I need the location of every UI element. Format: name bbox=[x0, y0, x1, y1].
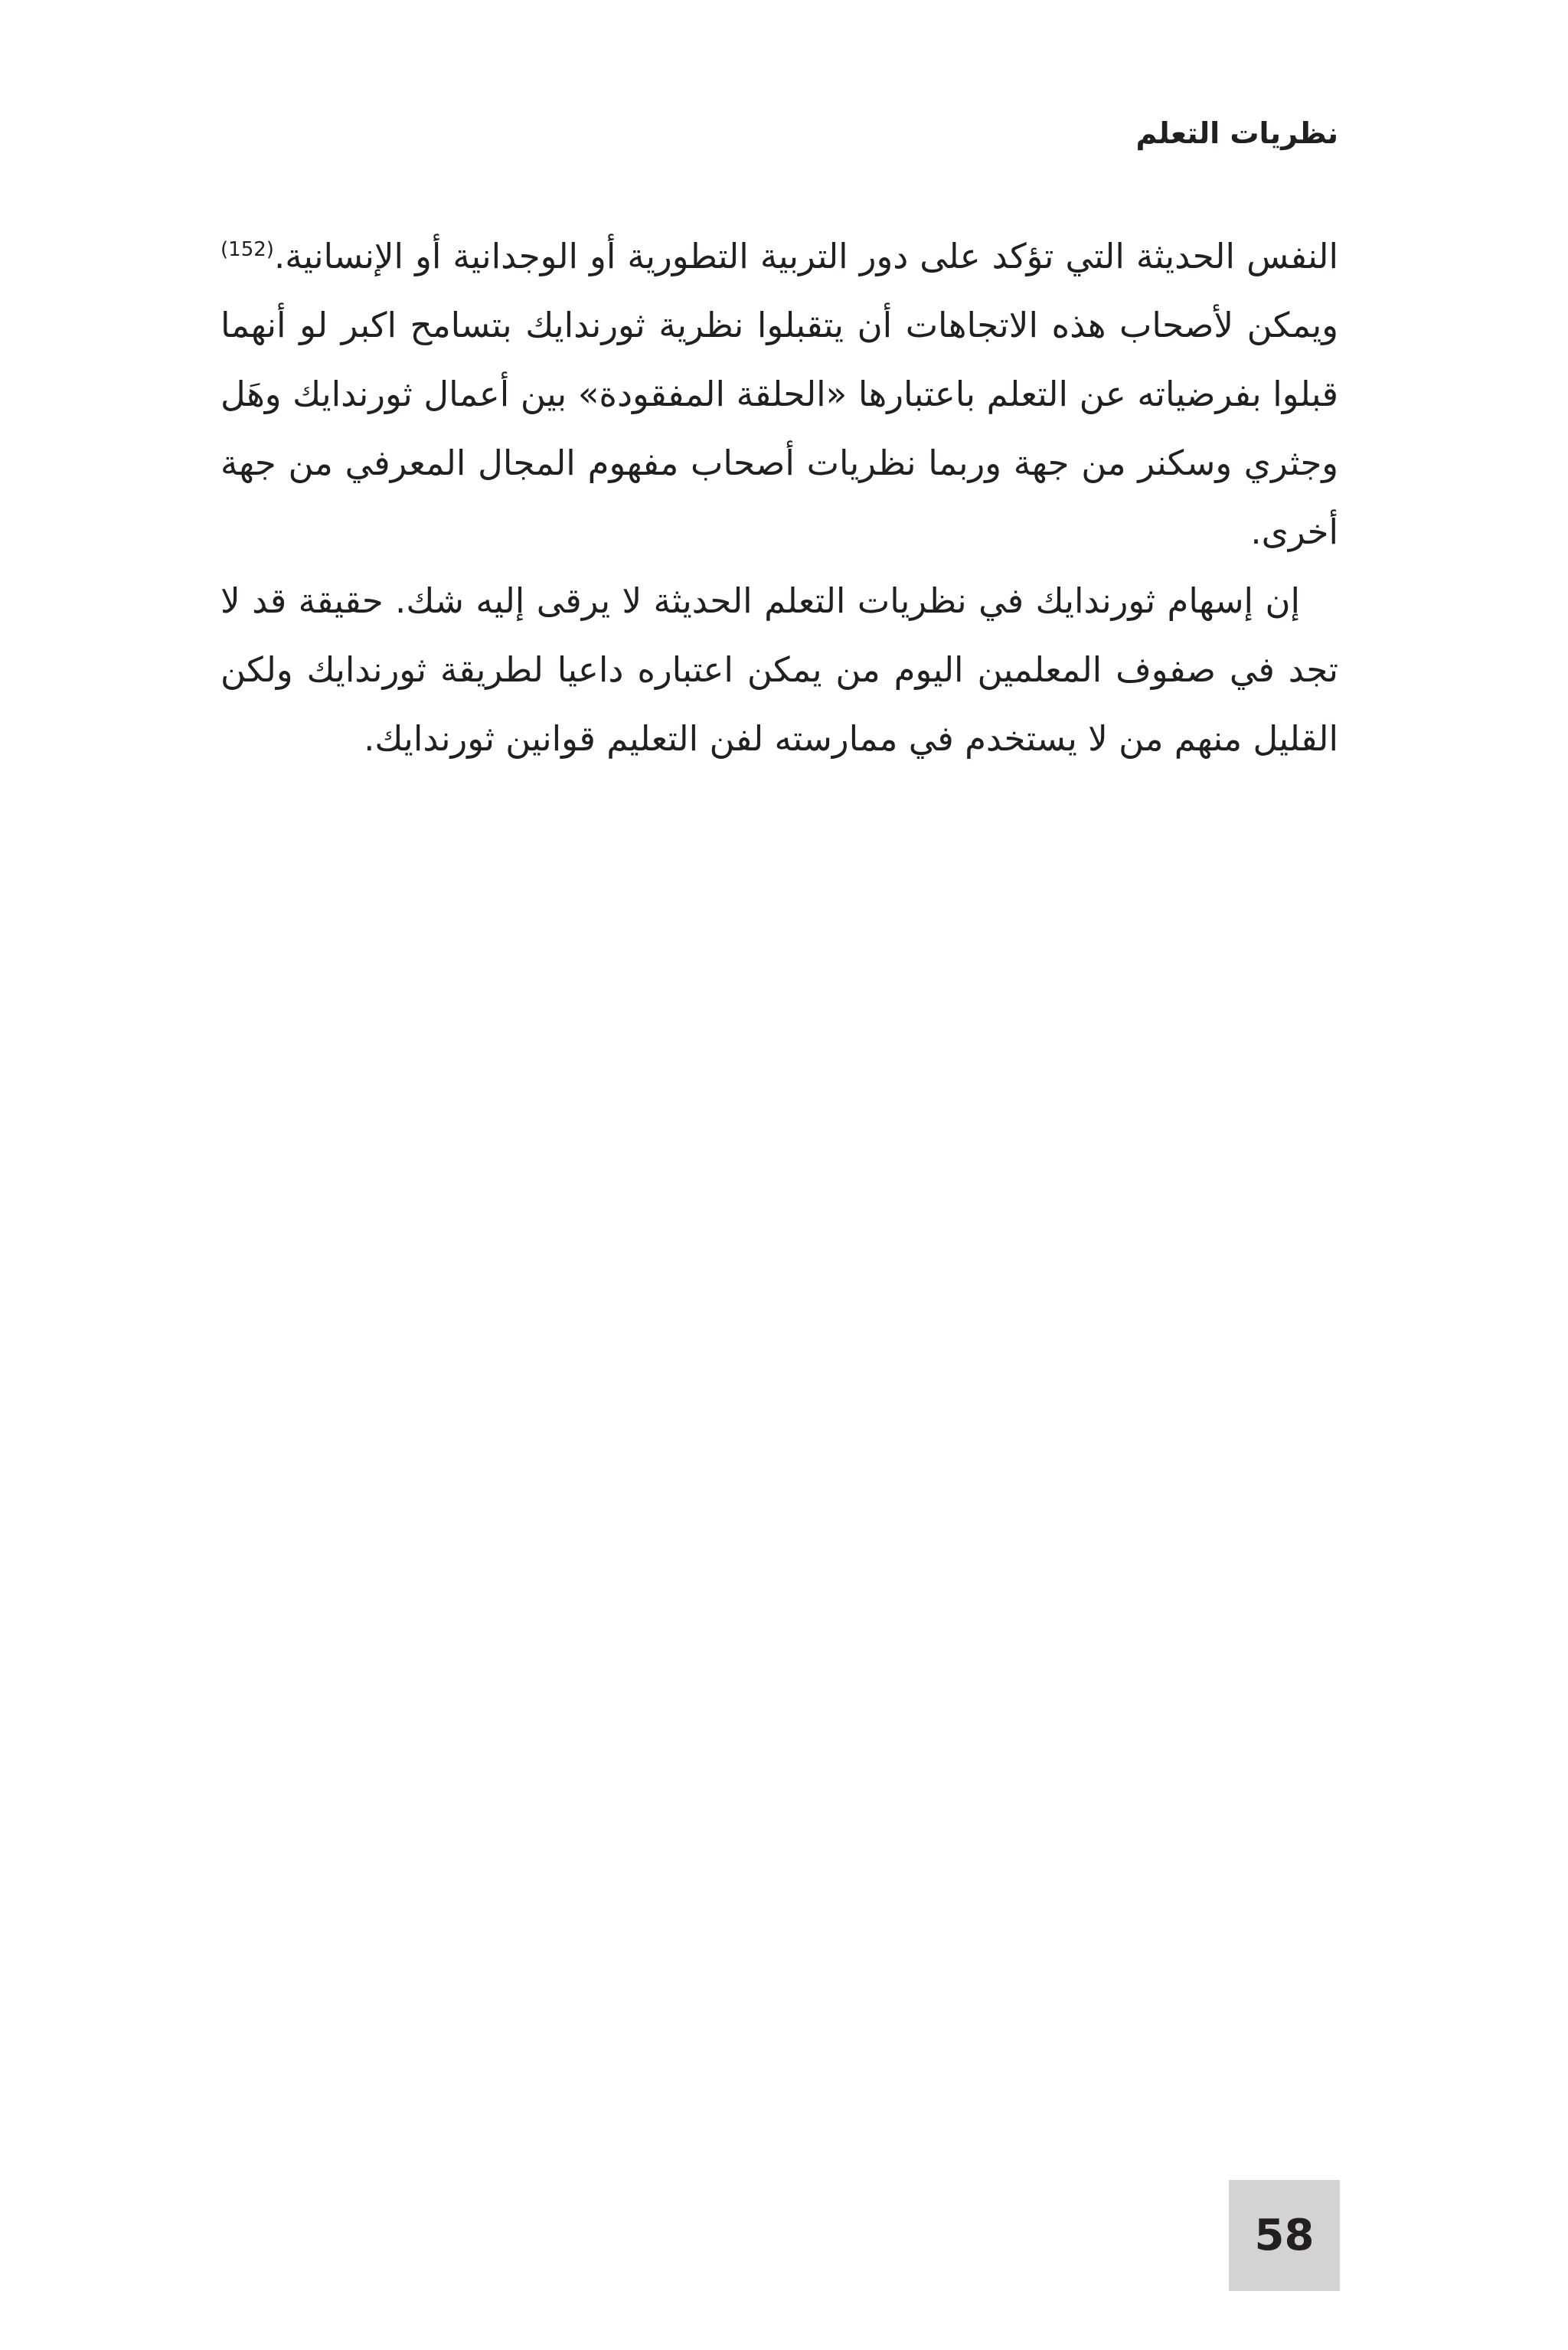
body-text bbox=[220, 222, 1338, 773]
page-number: 58 bbox=[1254, 2211, 1315, 2260]
running-header: نظريات التعلم bbox=[1135, 116, 1338, 150]
paragraph-1 bbox=[220, 222, 1338, 567]
paragraph-1-text-before-ref: النفس الحديثة التي تؤكد على دور التربية التطورية أو الوجدانية أو الإنسانية. bbox=[273, 236, 1338, 276]
page-number-box bbox=[1229, 2180, 1340, 2291]
paragraph-1-text-after-ref: ويمكن لأصحاب هذه الاتجاهات أن يتقبلوا نظرية ثورندايك بتسامح اكبر لو أنهما قبلوا بفرضياته عن التعلم باعتبارها «الحلقة المفقودة» بين أعمال ثورندايك وهَل وجثري وسكنر من جهة وربما نظريات أصحاب مفهوم المجال المعرفي من جهة أخرى. bbox=[220, 305, 1338, 552]
paragraph-2: إن إسهام ثورندايك في نظريات التعلم الحديثة لا يرقى إليه شك. حقيقة قد لا تجد في صفوف المعلمين اليوم من يمكن اعتباره داعيا لطريقة ثورندايك ولكن القليل منهم من لا يستخدم في ممارسته لفن التعليم قوانين ثورندايك. bbox=[220, 580, 1338, 759]
footnote-reference[interactable]: (152) bbox=[220, 238, 274, 261]
